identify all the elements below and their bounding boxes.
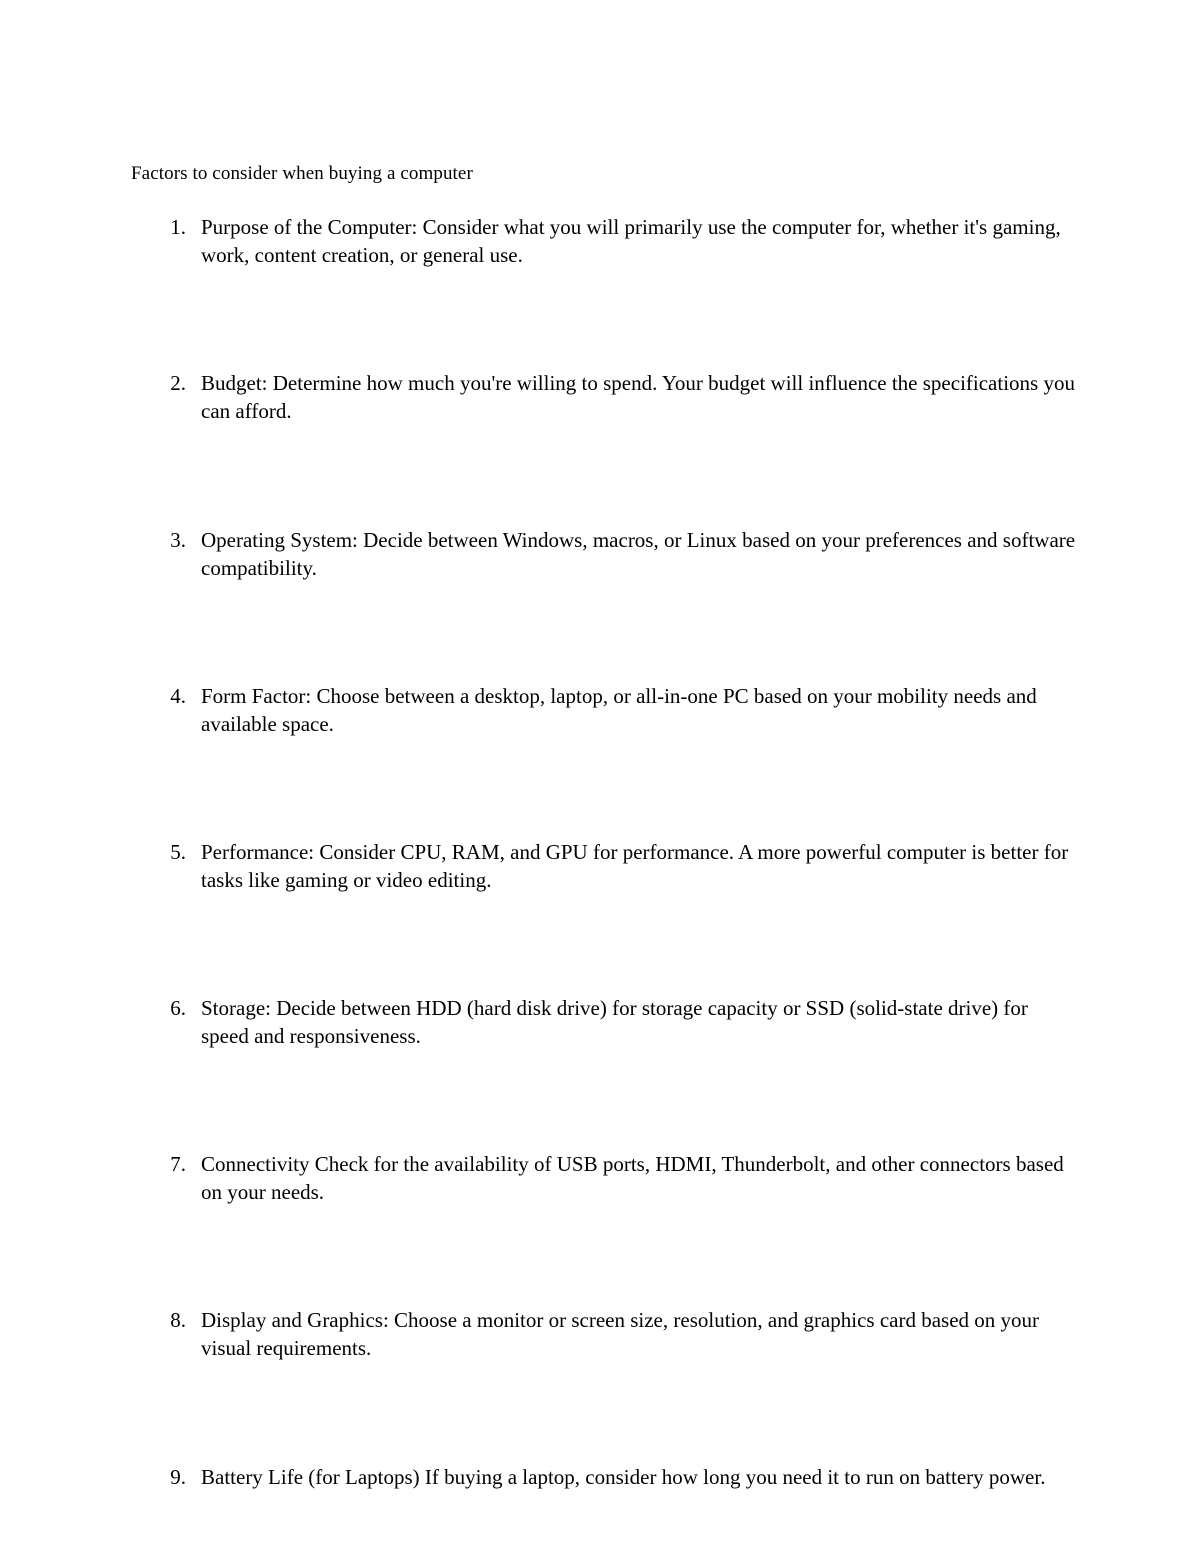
document-title: Factors to consider when buying a computer xyxy=(131,163,473,184)
list-item-number: 2. xyxy=(170,371,186,395)
list-item-number: 8. xyxy=(170,1308,186,1332)
list-item-text: Storage: Decide between HDD (hard disk drive) for storage capacity or SSD (solid-state drive) for speed and responsiveness. xyxy=(201,996,1028,1048)
list-item-text: Display and Graphics: Choose a monitor or screen size, resolution, and graphics card based on your visual requirements. xyxy=(201,1308,1040,1360)
list-item-text: Form Factor: Choose between a desktop, laptop, or all-in-one PC based on your mobility needs and available space. xyxy=(201,684,1037,736)
list-item-number: 7. xyxy=(170,1152,186,1176)
list-item-number: 1. xyxy=(170,215,186,239)
list-item-text: Performance: Consider CPU, RAM, and GPU for performance. A more powerful computer is better for tasks like gaming or video editing. xyxy=(201,840,1069,892)
list-item-text: Budget: Determine how much you're willing to spend. Your budget will influence the specifications you can afford. xyxy=(201,371,1075,423)
list-item-text: Operating System: Decide between Windows, macros, or Linux based on your preferences and software compatibility. xyxy=(201,528,1076,580)
list-item-number: 4. xyxy=(170,684,186,708)
list-item-number: 6. xyxy=(170,996,186,1020)
list-item-number: 9. xyxy=(170,1465,186,1489)
list-item-text: Connectivity Check for the availability of USB ports, HDMI, Thunderbolt, and other connectors based on your needs. xyxy=(201,1152,1064,1204)
list-item-number: 3. xyxy=(170,528,186,552)
list-item-number: 5. xyxy=(170,840,186,864)
list-item-text: Purpose of the Computer: Consider what you will primarily use the computer for, whether it's gaming, work, content creation, or general use. xyxy=(201,215,1061,267)
list-item-text: Battery Life (for Laptops) If buying a laptop, consider how long you need it to run on battery power. xyxy=(201,1465,1046,1489)
